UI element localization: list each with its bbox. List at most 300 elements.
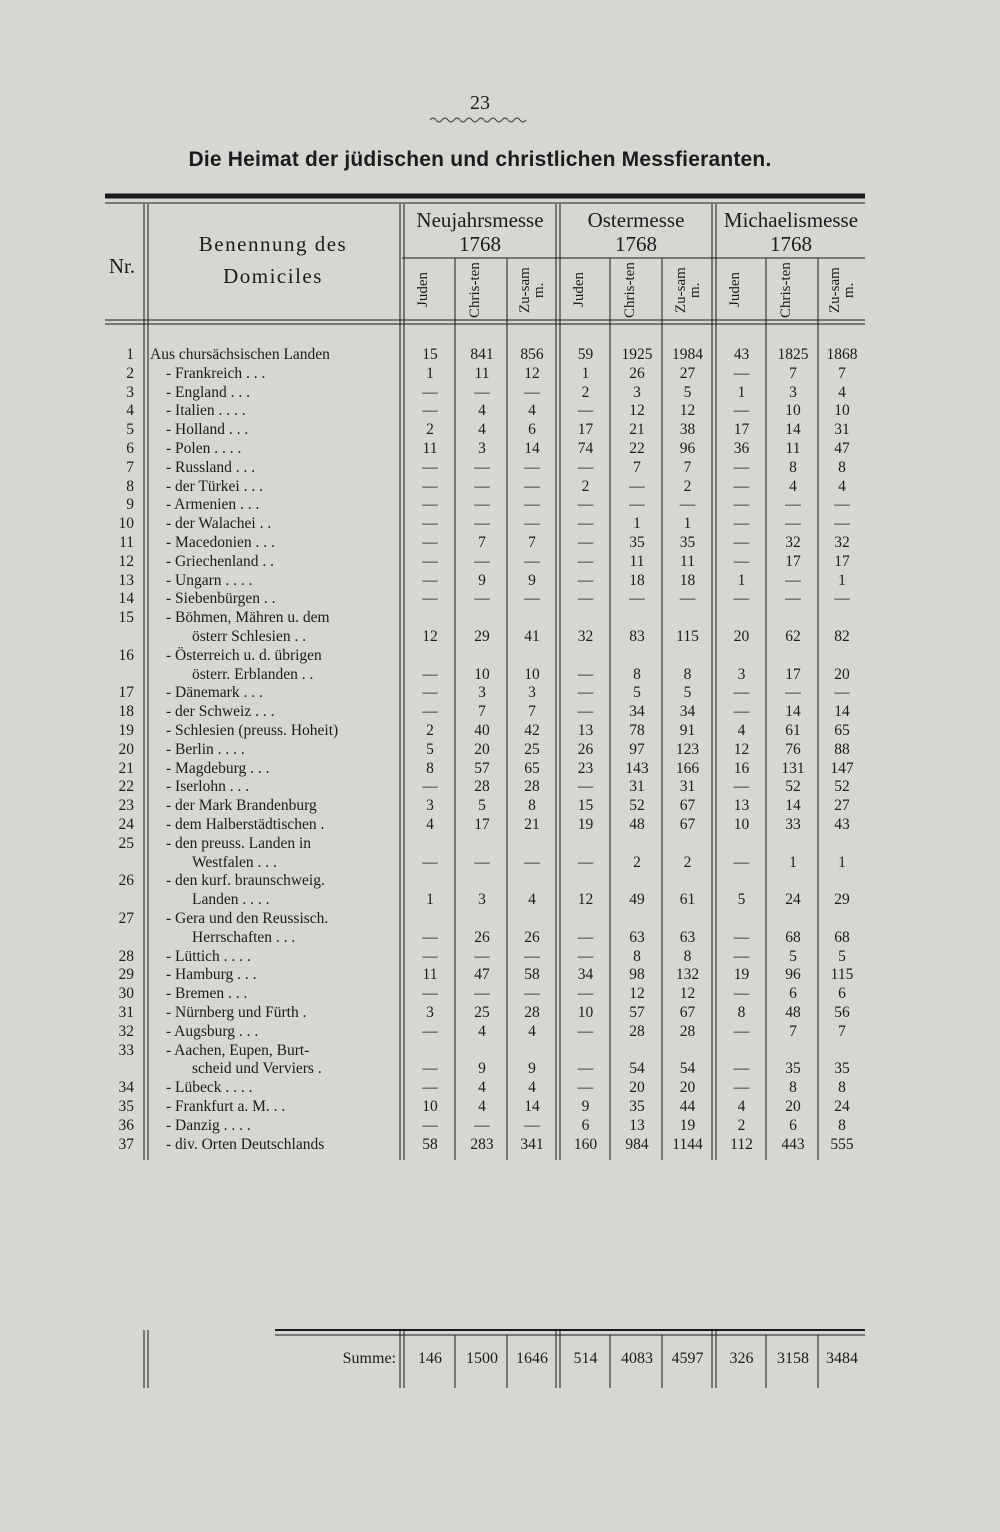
row-number: 3 xyxy=(126,383,134,401)
subheader-juden: Juden xyxy=(726,272,743,308)
row-number: 8 xyxy=(126,477,134,495)
row-value: 4 xyxy=(528,1022,536,1040)
row-value: 9 xyxy=(528,1060,536,1078)
table-row xyxy=(0,420,1000,439)
row-value: 8 xyxy=(528,797,536,815)
table-row xyxy=(0,646,1000,683)
row-value: 40 xyxy=(474,722,490,739)
row-value: 11 xyxy=(785,440,801,457)
row-value: 57 xyxy=(474,759,490,777)
row-domicile-continued: österr. Erblanden . . xyxy=(192,665,314,683)
row-value: 8 xyxy=(633,665,641,683)
table-row xyxy=(0,909,1000,946)
row-value: 14 xyxy=(785,421,801,439)
sum-value: 4597 xyxy=(671,1350,704,1367)
sum-label: Summe: xyxy=(342,1350,396,1367)
row-value: 11 xyxy=(474,364,490,382)
row-value: 11 xyxy=(422,966,438,984)
row-value: — xyxy=(785,571,801,589)
row-value: 43 xyxy=(733,346,750,363)
row-value: 10 xyxy=(785,402,801,420)
row-value: — xyxy=(577,778,594,796)
row-domicile: - der Türkei . . . xyxy=(166,477,263,495)
row-value: 4 xyxy=(528,891,536,909)
table-row xyxy=(0,721,1000,740)
row-value: — xyxy=(474,1116,490,1134)
row-value: 61 xyxy=(785,722,801,739)
row-domicile: - Frankfurt a. M. . . xyxy=(166,1098,286,1115)
row-value: 33 xyxy=(785,816,801,833)
row-value: 5 xyxy=(683,684,692,702)
row-value: 4 xyxy=(478,1079,486,1097)
table-row xyxy=(0,702,1000,721)
group-name-3: Michaelismesse xyxy=(723,208,859,232)
row-value: 34 xyxy=(577,966,594,984)
row-number: 24 xyxy=(118,816,134,833)
row-value: 2 xyxy=(581,383,590,401)
row-value: — xyxy=(577,534,594,551)
row-number: 22 xyxy=(118,778,134,796)
row-value: 68 xyxy=(785,928,801,946)
row-value: — xyxy=(834,684,850,702)
row-value: 115 xyxy=(830,966,854,984)
row-value: 2 xyxy=(426,421,434,439)
row-value: 856 xyxy=(520,346,544,363)
row-domicile: - England . . . xyxy=(166,383,250,401)
row-value: 7 xyxy=(838,1022,846,1040)
row-number: 31 xyxy=(118,1004,134,1021)
row-value: — xyxy=(474,383,490,401)
row-value: 65 xyxy=(834,722,850,739)
row-number: 2 xyxy=(126,364,134,382)
row-number: 28 xyxy=(118,947,134,965)
row-number: 36 xyxy=(118,1116,134,1134)
row-value: — xyxy=(577,703,594,721)
row-value: 5 xyxy=(737,891,746,909)
row-value: — xyxy=(577,1060,594,1078)
row-value: 68 xyxy=(834,928,850,946)
row-value: 2 xyxy=(426,722,434,739)
row-value: — xyxy=(422,1116,438,1134)
row-value: 4 xyxy=(478,402,486,420)
row-value: — xyxy=(422,590,438,608)
row-number: 20 xyxy=(118,740,134,758)
row-value: — xyxy=(422,1022,438,1040)
row-value: — xyxy=(733,947,750,965)
row-number: 35 xyxy=(118,1098,134,1115)
table-row xyxy=(0,401,1000,420)
row-value: 96 xyxy=(785,966,801,984)
row-domicile: - Berlin . . . . xyxy=(166,740,245,758)
row-value: 27 xyxy=(834,797,850,815)
row-value: 31 xyxy=(679,778,696,796)
row-domicile: - Frankreich . . . xyxy=(166,364,266,382)
row-value: 7 xyxy=(478,534,486,551)
row-value: 52 xyxy=(834,778,850,796)
row-value: 58 xyxy=(524,966,540,984)
row-value: — xyxy=(629,496,645,514)
sum-value: 514 xyxy=(573,1350,598,1367)
row-value: 8 xyxy=(838,1079,846,1097)
row-value: 36 xyxy=(733,440,750,457)
row-value: 28 xyxy=(679,1022,696,1040)
row-value: 14 xyxy=(785,797,801,815)
row-value: 52 xyxy=(785,778,801,796)
row-value: 43 xyxy=(834,816,850,833)
row-value: 25 xyxy=(474,1004,490,1021)
row-number: 23 xyxy=(118,797,134,815)
row-number: 11 xyxy=(119,534,134,551)
row-value: 61 xyxy=(679,891,696,909)
row-value: 21 xyxy=(524,816,540,833)
row-domicile: - Aachen, Eupen, Burt- xyxy=(166,1041,310,1059)
row-value: 29 xyxy=(834,891,850,909)
row-value: 3 xyxy=(426,797,434,815)
subheader-juden: Juden xyxy=(570,272,587,308)
row-value: — xyxy=(834,496,850,514)
row-value: — xyxy=(422,477,438,495)
row-value: — xyxy=(422,402,438,420)
row-value: 4 xyxy=(478,421,486,439)
row-value: — xyxy=(422,552,438,570)
row-value: 19 xyxy=(733,966,750,984)
row-domicile-continued: Westfalen . . . xyxy=(192,853,277,871)
row-value: 47 xyxy=(474,966,490,984)
row-value: — xyxy=(577,590,594,608)
row-value: 44 xyxy=(679,1098,696,1115)
row-value: 74 xyxy=(577,440,594,457)
row-value: 32 xyxy=(785,534,801,551)
row-value: — xyxy=(577,665,594,683)
row-number: 7 xyxy=(126,458,134,476)
row-value: 97 xyxy=(629,740,645,758)
row-domicile: - Iserlohn . . . xyxy=(166,778,250,796)
row-value: 96 xyxy=(679,440,696,457)
row-value: 5 xyxy=(838,947,846,965)
row-value: — xyxy=(834,515,850,533)
row-value: 28 xyxy=(629,1022,645,1040)
row-value: 12 xyxy=(733,740,750,758)
row-value: — xyxy=(422,1060,438,1078)
row-value: 32 xyxy=(577,627,594,645)
row-value: 26 xyxy=(629,364,645,382)
row-value: 78 xyxy=(629,722,645,739)
group-name-1: Neujahrsmesse xyxy=(416,208,544,232)
subheader-juden: Juden xyxy=(415,272,431,308)
row-value: 443 xyxy=(781,1135,805,1153)
subheader-zusammen: Zu-samm. xyxy=(827,267,857,313)
row-value: — xyxy=(524,947,540,965)
row-value: 88 xyxy=(834,740,850,758)
row-value: 6 xyxy=(528,421,536,439)
row-number: 10 xyxy=(118,515,134,533)
row-value: — xyxy=(733,853,750,871)
row-value: 48 xyxy=(785,1004,801,1021)
row-domicile-continued: scheid und Verviers . xyxy=(192,1060,322,1078)
table-row xyxy=(0,1078,1000,1097)
row-value: 42 xyxy=(524,722,540,739)
subheader-zusammen: Zu-samm. xyxy=(517,267,547,313)
row-domicile: Aus chursächsischen Landen xyxy=(150,346,330,363)
row-value: 1 xyxy=(789,853,797,871)
row-value: 8 xyxy=(633,947,641,965)
row-value: — xyxy=(524,383,540,401)
row-value: — xyxy=(524,590,540,608)
row-value: — xyxy=(474,458,490,476)
table-row xyxy=(0,834,1000,871)
row-value: 10 xyxy=(733,816,750,833)
row-domicile: - Hamburg . . . xyxy=(166,966,257,984)
row-value: — xyxy=(785,496,801,514)
row-value: — xyxy=(474,985,490,1003)
row-domicile: - Österreich u. d. übrigen xyxy=(166,646,322,664)
row-value: — xyxy=(422,853,438,871)
row-value: 49 xyxy=(629,891,645,909)
row-value: 1 xyxy=(426,364,434,382)
row-value: — xyxy=(524,552,540,570)
table-row xyxy=(0,514,1000,533)
row-value: — xyxy=(733,552,750,570)
row-value: 54 xyxy=(679,1060,696,1078)
row-value: 34 xyxy=(679,703,696,721)
row-number: 29 xyxy=(118,966,134,984)
row-value: 3 xyxy=(528,684,536,702)
table-row xyxy=(0,552,1000,571)
row-value: 13 xyxy=(629,1116,645,1134)
row-value: 82 xyxy=(834,627,850,645)
row-value: — xyxy=(474,947,490,965)
row-value: 8 xyxy=(426,759,434,777)
row-domicile: - der Schweiz . . . xyxy=(166,703,275,721)
row-value: 11 xyxy=(422,440,438,457)
row-value: — xyxy=(733,1079,750,1097)
row-value: 28 xyxy=(524,1004,540,1021)
row-value: 12 xyxy=(577,891,594,909)
row-value: 17 xyxy=(785,552,801,570)
row-value: — xyxy=(733,684,750,702)
row-value: 10 xyxy=(422,1098,438,1115)
row-value: 6 xyxy=(838,985,846,1003)
row-value: 3 xyxy=(478,684,486,702)
row-value: 20 xyxy=(679,1079,696,1097)
row-value: 35 xyxy=(785,1060,801,1078)
row-value: 12 xyxy=(524,364,540,382)
table-row xyxy=(0,965,1000,984)
row-value: 7 xyxy=(838,364,846,382)
row-value: 10 xyxy=(834,402,850,420)
table-row xyxy=(0,984,1000,1003)
row-value: — xyxy=(524,458,540,476)
row-value: 1 xyxy=(838,571,846,589)
row-value: 14 xyxy=(524,440,540,457)
row-value: — xyxy=(733,778,750,796)
row-value: — xyxy=(422,1079,438,1097)
row-number: 5 xyxy=(126,421,134,439)
row-value: 67 xyxy=(679,816,696,833)
row-domicile: - Siebenbürgen . . xyxy=(166,590,276,608)
subheader-christen: Chris-ten xyxy=(622,262,638,318)
row-value: — xyxy=(524,985,540,1003)
row-value: — xyxy=(524,477,540,495)
row-value: 1 xyxy=(633,515,641,533)
row-value: 9 xyxy=(478,571,486,589)
row-value: 11 xyxy=(680,552,695,570)
row-value: 10 xyxy=(524,665,540,683)
table-row xyxy=(0,533,1000,552)
table-row xyxy=(0,495,1000,514)
row-number: 33 xyxy=(118,1041,134,1059)
row-value: — xyxy=(422,703,438,721)
subheader-zusammen: Zu-samm. xyxy=(672,267,703,313)
group-name-2: Ostermesse xyxy=(587,208,685,232)
table-row xyxy=(0,759,1000,778)
row-value: 115 xyxy=(676,627,699,645)
row-value: 1 xyxy=(426,891,434,909)
table-row xyxy=(0,947,1000,966)
row-domicile: - der Walachei . . xyxy=(166,515,272,533)
row-value: 1825 xyxy=(777,346,809,363)
row-value: — xyxy=(733,364,750,382)
row-value: 35 xyxy=(834,1060,850,1078)
row-value: 12 xyxy=(629,985,645,1003)
row-value: 5 xyxy=(478,797,486,815)
row-value: 63 xyxy=(679,928,696,946)
row-value: 26 xyxy=(524,928,540,946)
header-name-line2: Domiciles xyxy=(223,264,323,288)
row-number: 18 xyxy=(118,703,134,721)
row-value: 20 xyxy=(629,1079,645,1097)
row-number: 17 xyxy=(118,684,134,702)
row-value: 3 xyxy=(426,1004,434,1021)
group-year-2: 1768 xyxy=(615,232,657,256)
row-value: — xyxy=(733,402,750,420)
row-value: — xyxy=(422,778,438,796)
sum-value: 326 xyxy=(729,1350,754,1367)
row-value: — xyxy=(733,985,750,1003)
row-value: 20 xyxy=(733,627,750,645)
row-value: — xyxy=(733,477,750,495)
row-value: 20 xyxy=(834,665,850,683)
row-value: 52 xyxy=(629,797,645,815)
row-value: — xyxy=(733,1022,750,1040)
row-value: — xyxy=(733,534,750,551)
subheader-christen: Chris-ten xyxy=(778,262,794,318)
row-value: 4 xyxy=(478,1098,486,1115)
row-value: 65 xyxy=(524,759,540,777)
row-value: 8 xyxy=(789,458,797,476)
row-value: 34 xyxy=(629,703,645,721)
row-value: 15 xyxy=(422,346,438,363)
row-value: — xyxy=(524,853,540,871)
row-value: 24 xyxy=(834,1098,850,1115)
row-value: — xyxy=(422,928,438,946)
row-value: — xyxy=(474,853,490,871)
row-value: 4 xyxy=(789,477,797,495)
row-value: — xyxy=(785,515,801,533)
row-value: 4 xyxy=(528,402,536,420)
row-value: — xyxy=(834,590,850,608)
row-value: — xyxy=(577,1022,594,1040)
row-value: — xyxy=(577,515,594,533)
row-value: 8 xyxy=(683,665,692,683)
row-value: — xyxy=(577,928,594,946)
table-row xyxy=(0,477,1000,496)
row-value: 5 xyxy=(789,947,797,965)
row-domicile: - der Mark Brandenburg xyxy=(166,797,317,815)
row-value: 4 xyxy=(528,1079,536,1097)
row-number: 4 xyxy=(126,402,134,420)
row-value: 143 xyxy=(625,759,649,777)
row-value: 11 xyxy=(629,552,645,570)
row-value: — xyxy=(422,383,438,401)
table-row xyxy=(0,1022,1000,1041)
row-value: 10 xyxy=(474,665,490,683)
row-value: 47 xyxy=(834,440,850,457)
row-value: 18 xyxy=(679,571,696,589)
row-value: — xyxy=(733,703,750,721)
row-value: 38 xyxy=(679,421,696,439)
row-value: 12 xyxy=(422,627,438,645)
row-value: 56 xyxy=(834,1004,850,1021)
row-domicile: - Gera und den Reussisch. xyxy=(166,910,329,927)
row-value: 131 xyxy=(781,759,805,777)
row-value: 62 xyxy=(785,627,801,645)
row-value: 5 xyxy=(633,684,641,702)
row-domicile-continued: Landen . . . . xyxy=(192,891,270,909)
row-value: — xyxy=(474,552,490,570)
row-value: 19 xyxy=(577,816,594,833)
table-row xyxy=(0,1097,1000,1116)
row-value: 123 xyxy=(675,740,700,758)
row-value: — xyxy=(785,590,801,608)
row-value: 24 xyxy=(785,891,801,909)
row-domicile: - Griechenland . . xyxy=(166,552,275,570)
row-value: 5 xyxy=(683,383,692,401)
row-value: — xyxy=(474,477,490,495)
row-value: 1 xyxy=(683,515,692,533)
page-title: Die Heimat der jüdischen und christlichen Messfieranten. xyxy=(188,148,772,171)
row-value: 112 xyxy=(730,1135,753,1153)
row-value: 15 xyxy=(577,797,594,815)
row-value: 1984 xyxy=(672,346,703,363)
row-value: 2 xyxy=(581,477,590,495)
row-value: 1 xyxy=(737,571,746,589)
row-value: 28 xyxy=(474,778,490,796)
row-value: 1 xyxy=(581,364,590,382)
row-domicile: - den kurf. braunschweig. xyxy=(166,872,325,890)
row-value: 20 xyxy=(785,1098,801,1115)
row-value: — xyxy=(524,496,540,514)
row-value: 13 xyxy=(733,797,750,815)
table-row xyxy=(0,439,1000,458)
row-value: 12 xyxy=(679,402,696,420)
row-value: 2 xyxy=(633,853,641,871)
row-value: 91 xyxy=(679,722,696,739)
row-value: — xyxy=(577,853,594,871)
row-value: 166 xyxy=(675,759,700,777)
row-value: 147 xyxy=(830,759,854,777)
table-row xyxy=(0,345,1000,364)
row-value: — xyxy=(422,947,438,965)
row-value: 1144 xyxy=(672,1135,703,1153)
row-value: — xyxy=(733,496,750,514)
row-number: 32 xyxy=(118,1022,134,1040)
row-value: — xyxy=(524,1116,540,1134)
sum-value: 3484 xyxy=(826,1350,858,1367)
row-value: 4 xyxy=(838,383,846,401)
row-domicile: - Böhmen, Mähren u. dem xyxy=(166,609,330,627)
row-value: 4 xyxy=(426,816,434,833)
